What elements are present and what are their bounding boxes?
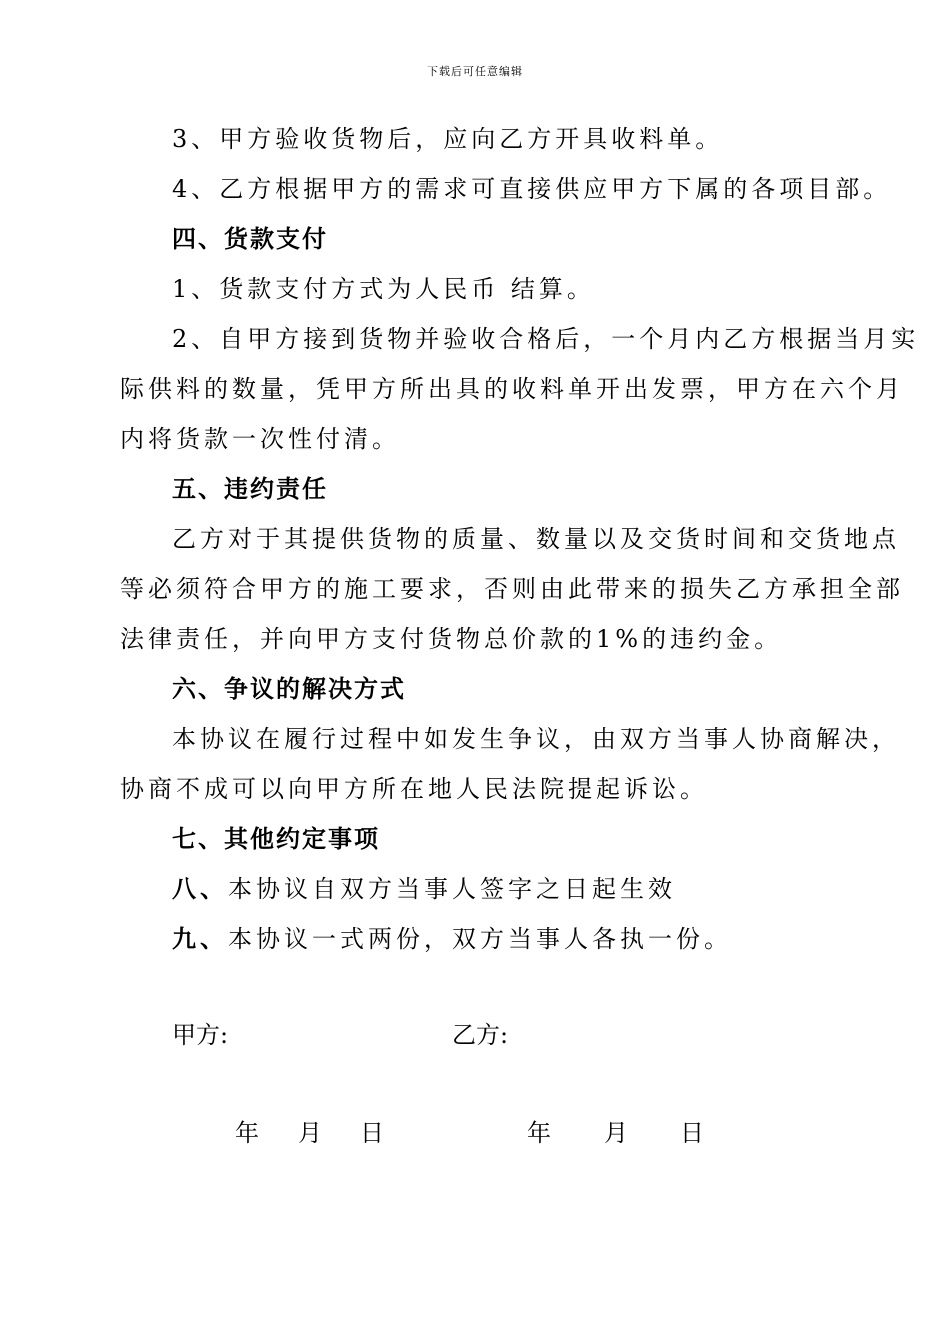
section-6-heading: 六、争议的解决方式 — [172, 674, 406, 703]
section-8-text: 本协议自双方当事人签字之日起生效 — [228, 875, 676, 903]
section-4-item-1: 1、货款支付方式为人民币 结算。 — [172, 275, 595, 303]
party-b-month-label: 月 — [604, 1119, 628, 1147]
section-5-heading: 五、违约责任 — [172, 474, 328, 503]
party-a-day-label: 日 — [360, 1119, 384, 1147]
section-4-item-2-line-2: 际供料的数量，凭甲方所出具的收料单开出发票，甲方在六个月 — [120, 375, 904, 403]
section-4-item-2-line-1: 2、自甲方接到货物并验收合格后，一个月内乙方根据当月实 — [172, 325, 920, 353]
section-5-line-2: 等必须符合甲方的施工要求，否则由此带来的损失乙方承担全部 — [120, 575, 904, 603]
party-a-year-label: 年 — [235, 1119, 259, 1147]
section-9 — [172, 922, 732, 956]
party-a-month-label: 月 — [298, 1119, 322, 1147]
section-4-item-2-line-3: 内将货款一次性付清。 — [120, 425, 400, 453]
party-b-day-label: 日 — [680, 1119, 704, 1147]
section-5-line-3: 法律责任，并向甲方支付货物总价款的1%的违约金。 — [120, 625, 783, 653]
page-header: 下载后可任意编辑 — [427, 65, 523, 78]
clause-3-item-4: 4、乙方根据甲方的需求可直接供应甲方下属的各项目部。 — [172, 175, 892, 203]
section-9-text: 本协议一式两份，双方当事人各执一份。 — [228, 925, 732, 953]
section-8 — [172, 872, 676, 906]
party-a-label: 甲方: — [172, 1021, 229, 1049]
section-7-heading: 七、其他约定事项 — [172, 824, 380, 853]
section-6-line-1: 本协议在履行过程中如发生争议，由双方当事人协商解决， — [172, 725, 900, 753]
section-9-number: 九、 — [172, 924, 228, 953]
clause-3-item-3: 3、甲方验收货物后，应向乙方开具收料单。 — [172, 125, 724, 153]
section-5-line-1: 乙方对于其提供货物的质量、数量以及交货时间和交货地点 — [172, 525, 900, 553]
section-4-heading: 四、货款支付 — [172, 224, 328, 253]
section-8-number: 八、 — [172, 874, 228, 903]
section-6-line-2: 协商不成可以向甲方所在地人民法院提起诉讼。 — [120, 775, 708, 803]
party-b-year-label: 年 — [527, 1119, 551, 1147]
party-b-label: 乙方: — [452, 1021, 509, 1049]
